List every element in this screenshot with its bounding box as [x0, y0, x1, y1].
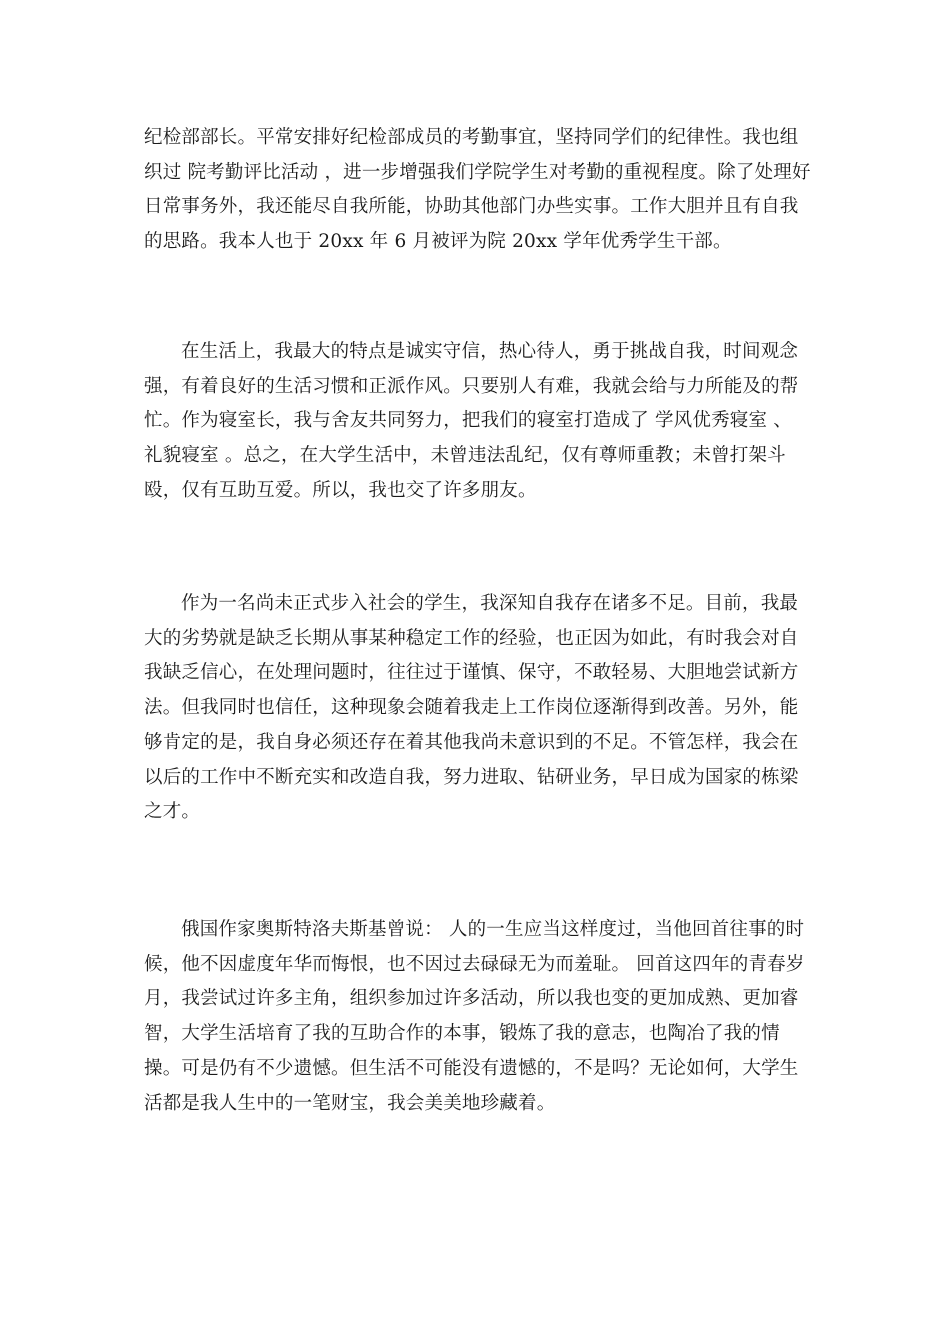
paragraph-reflection: 俄国作家奥斯特洛夫斯基曾说： 人的一生应当这样度过，当他回首往事的时候，他不因虚度年华而悔恨，也不因过去碌碌无为而羞耻。 回首这四年的青春岁月，我尝试过许多主角，组织参加过许多活动，所以我也变的更加成熟、更加睿智，大学生活培育了我的互助合作的本事，锻炼了我的意志，也陶冶了我的情操。可是仍有不少遗憾。但生活不可能没有遗憾的，不是吗？无论如何，大学生活都是我人生中的一笔财宝，我会美美地珍藏着。	[144, 919, 805, 1114]
paragraph-life: 在生活上，我最大的特点是诚实守信，热心待人，勇于挑战自我，时间观念强，有着良好的生活习惯和正派作风。只要别人有难，我就会给与力所能及的帮忙。作为寝室长，我与舍友共同努力，把我们的寝室打造成了 学风优秀寝室 、 礼貌寝室 。总之，在大学生活中，未曾违法乱纪，仅有尊师重教；未曾打架斗殴，仅有互助互爱。所以，我也交了许多朋友。	[144, 341, 799, 501]
paragraph-shortcomings: 作为一名尚未正式步入社会的学生，我深知自我存在诸多不足。目前，我最大的劣势就是缺乏长期从事某种稳定工作的经验，也正因为如此，有时我会对自我缺乏信心，在处理问题时，往往过于谨慎、保守，不敢轻易、大胆地尝试新方法。但我同时也信任，这种现象会随着我走上工作岗位逐渐得到改善。另外，能够肯定的是，我自身必须还存在着其他我尚未意识到的不足。不管怎样，我会在以后的工作中不断充实和改造自我，努力进取、钻研业务，早日成为国家的栋梁之才。	[144, 593, 799, 823]
paragraph-continued: 纪检部部长。平常安排好纪检部成员的考勤事宜，坚持同学们的纪律性。我也组织过 院考勤评比活动 ，进一步增强我们学院学生对考勤的重视程度。除了处理好日常事务外，我还能尽自我所能，协助其他部门办些实事。工作大胆并且有自我的思路。我本人也于 20xx 年 6 月被评为院 20xx 学年优秀学生干部。	[144, 127, 811, 253]
